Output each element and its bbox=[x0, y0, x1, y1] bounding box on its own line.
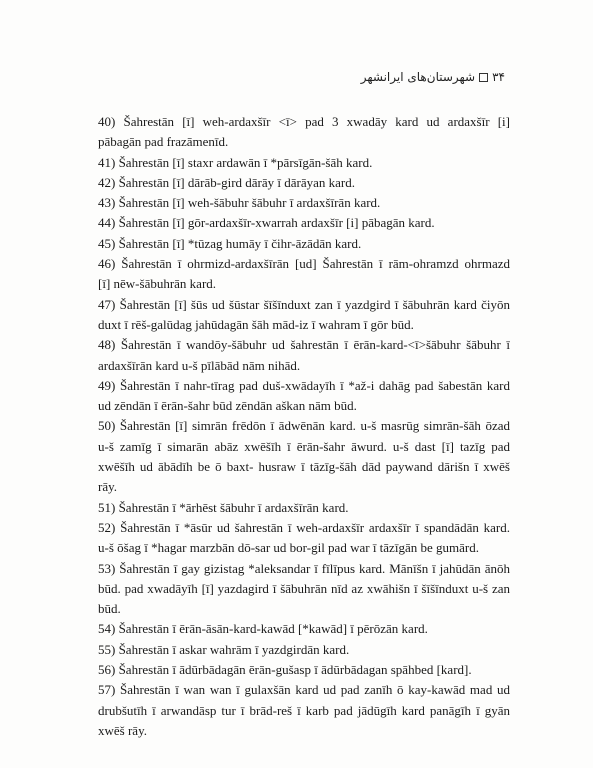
page-header bbox=[361, 70, 505, 84]
document-body bbox=[98, 112, 510, 741]
entry-line: 45) Šahrestān [ī] *tūzag humāy ī čihr-āzādān kard. bbox=[98, 235, 362, 251]
entry-52 bbox=[98, 518, 510, 559]
entry-41 bbox=[98, 153, 510, 173]
entry-line: būd. bbox=[98, 601, 121, 617]
entry-line: pābagān pad frazāmenīd. bbox=[98, 134, 229, 150]
header-square-ornament bbox=[479, 73, 488, 82]
entry-line: ud zēndān ī ērān-šahr būd zēndān aškan nām būd. bbox=[98, 398, 357, 414]
entry-47 bbox=[98, 295, 510, 336]
entry-line: 44) Šahrestān [ī] gōr-ardaxšīr-xwarrah ardaxšīr [i] pābagān kard. bbox=[98, 215, 435, 231]
entry-56 bbox=[98, 660, 510, 680]
entry-line: xwēšīh ud ābādīh be ō baxt- husraw ī tāzīg-šāh dād paywand dārišn ī xwēš bbox=[98, 459, 510, 475]
entry-44 bbox=[98, 213, 510, 233]
entry-line: 47) Šahrestān [ī] šūs ud šūstar šīšīnduxt zan ī yazdgird ī šābuhrān kard čiyōn bbox=[98, 296, 510, 312]
entry-49 bbox=[98, 376, 510, 417]
entry-line: xwēš rāy. bbox=[98, 722, 147, 738]
entry-line: 50) Šahrestān [ī] simrān frēdōn ī ādwēnān kard. u-š masrūg simrān-šāh ōzad bbox=[98, 418, 510, 434]
entry-line: rāy. bbox=[98, 479, 118, 495]
entry-line: 57) Šahrestān ī wan wan ī gulaxšān kard ud pad zanīh ō kay-kawād mad ud bbox=[98, 682, 510, 698]
entry-line: 43) Šahrestān [ī] weh-šābuhr šābuhr ī ardaxšīrān kard. bbox=[98, 195, 381, 211]
entry-57 bbox=[98, 680, 510, 741]
entry-line: drubšutīh ī arwandāsp tur ī brād-reš ī karb pad jādūgīh kard panāgīh ī gyān bbox=[98, 702, 510, 718]
entry-line: 53) Šahrestān ī gay gizistag *aleksandar ī fīlīpus kard. Mānīšn ī jahūdān ānōh bbox=[98, 560, 510, 576]
entry-line: 55) Šahrestān ī askar wahrām ī yazdgirdān kard. bbox=[98, 641, 350, 657]
entry-51 bbox=[98, 498, 510, 518]
entry-line: 54) Šahrestān ī ērān-āsān-kard-kawād [*kawād] ī pērōzān kard. bbox=[98, 621, 428, 637]
entry-43 bbox=[98, 193, 510, 213]
entry-40 bbox=[98, 112, 510, 153]
entry-45 bbox=[98, 234, 510, 254]
running-title: شهرستان‌های ایرانشهر bbox=[360, 70, 476, 84]
entry-line: 46) Šahrestān ī ohrmizd-ardaxšīrān [ud] Šahrestān ī rām-ohramzd ohrmazd bbox=[98, 256, 510, 272]
entry-54 bbox=[98, 619, 510, 639]
entry-53 bbox=[98, 559, 510, 620]
entry-42 bbox=[98, 173, 510, 193]
entry-line: 52) Šahrestān ī *āsūr ud šahrestān ī weh-ardaxšīr ardaxšīr ī spandādān kard. bbox=[98, 519, 510, 535]
entry-50 bbox=[98, 416, 510, 497]
entry-line: 40) Šahrestān [ī] weh-ardaxšīr <ī> pad 3 xwadāy kard ud ardaxšīr [i] bbox=[98, 114, 510, 129]
entry-line: būd. pad xwadāyīh [ī] yazdagird ī šābuhrān nīd az xwāhišn ī šīšīnduxt u-š zan bbox=[98, 580, 510, 596]
entry-46 bbox=[98, 254, 510, 295]
entry-line: 42) Šahrestān [ī] dārāb-gird dārāy ī dārāyan kard. bbox=[98, 174, 355, 190]
entry-line: u-š zamīg ī simarān abāz xwēšīh ī ērān-šahr āwurd. u-š dast [ī] tazīg pad bbox=[98, 438, 510, 454]
entry-line: 41) Šahrestān [ī] staxr ardawān ī *pārsīgān-šāh kard. bbox=[98, 154, 373, 170]
entry-line: ardaxšīrān kard u-š pīlābād nām nihād. bbox=[98, 357, 301, 373]
entry-line: u-š ōšag ī *hagar marzbān dō-sar ud bor-gil pad war ī tāzīgān be gumārd. bbox=[98, 540, 479, 556]
entry-48 bbox=[98, 335, 510, 376]
entry-line: [ī] nēw-šābuhrān kard. bbox=[98, 276, 217, 292]
entry-line: 51) Šahrestān ī *ārhēst šābuhr ī ardaxšīrān kard. bbox=[98, 499, 349, 515]
entry-line: 49) Šahrestān ī nahr-tīrag pad duš-xwādayīh ī *až-i dahāg pad šabestān kard bbox=[98, 377, 510, 393]
page-number: ۳۴ bbox=[492, 70, 505, 84]
entry-line: duxt ī rēš-galūdag jahūdagān šāh mād-iz ī wahram ī gōr būd. bbox=[98, 316, 414, 332]
entry-line: 56) Šahrestān ī ādūrbādagān ērān-gušasp ī ādūrbādagan spāhbed [kard]. bbox=[98, 662, 472, 678]
entry-line: 48) Šahrestān ī wandōy-šābuhr ud šahrestān ī ērān-kard-<ī>šābuhr šābuhr ī bbox=[98, 337, 510, 353]
entry-55 bbox=[98, 640, 510, 660]
